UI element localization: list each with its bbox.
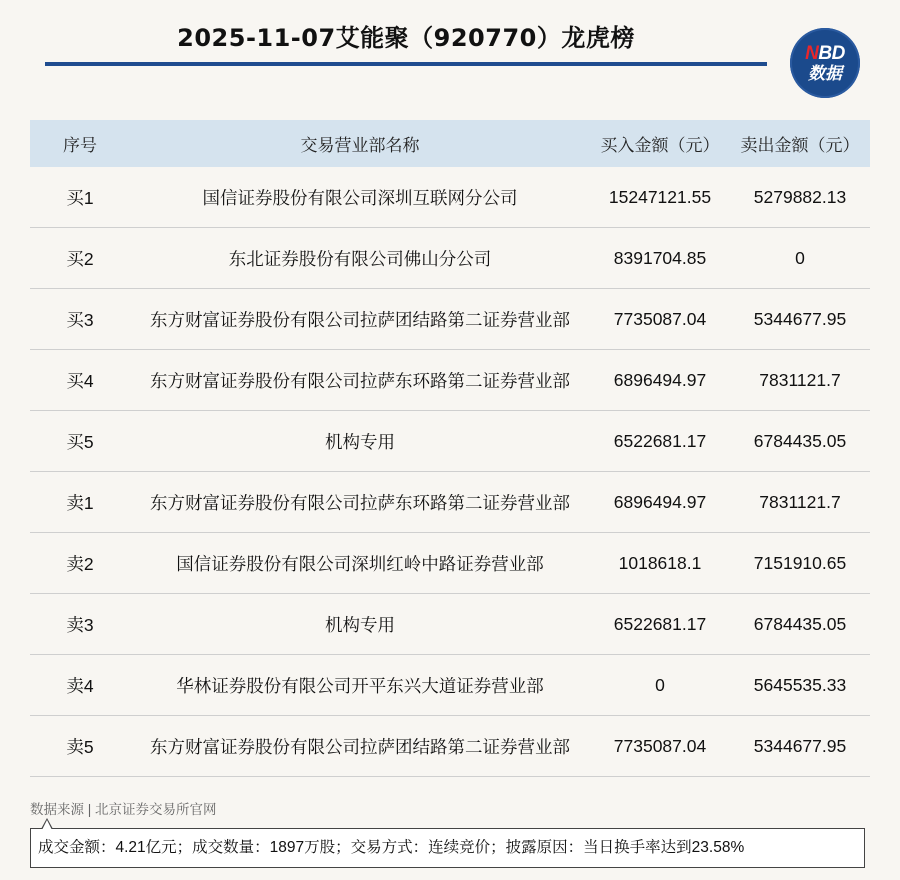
cell-branch: 东方财富证券股份有限公司拉萨东环路第二证券营业部	[130, 350, 590, 411]
table-row	[30, 289, 870, 350]
cell-buy: 7735087.04	[590, 289, 730, 350]
cell-branch: 机构专用	[130, 411, 590, 472]
cell-buy: 6896494.97	[590, 472, 730, 533]
cell-sell: 5279882.13	[730, 167, 870, 228]
cell-sell: 5344677.95	[730, 289, 870, 350]
cell-buy: 8391704.85	[590, 228, 730, 289]
cell-buy: 6522681.17	[590, 594, 730, 655]
table-row	[30, 594, 870, 655]
cell-rank: 卖4	[30, 655, 130, 716]
cell-branch: 国信证券股份有限公司深圳互联网分公司	[130, 167, 590, 228]
cell-sell: 6784435.05	[730, 594, 870, 655]
cell-branch: 东北证券股份有限公司佛山分公司	[130, 228, 590, 289]
cell-rank: 卖3	[30, 594, 130, 655]
header-sell-amount: 卖出金额（元）	[730, 120, 870, 167]
cell-branch: 华林证券股份有限公司开平东兴大道证券营业部	[130, 655, 590, 716]
cell-branch: 东方财富证券股份有限公司拉萨东环路第二证券营业部	[130, 472, 590, 533]
table-row	[30, 411, 870, 472]
cell-rank: 买4	[30, 350, 130, 411]
cell-sell: 7831121.7	[730, 350, 870, 411]
cell-buy: 6896494.97	[590, 350, 730, 411]
cell-sell: 7151910.65	[730, 533, 870, 594]
table-row	[30, 350, 870, 411]
nbd-logo	[790, 28, 860, 98]
cell-rank: 卖1	[30, 472, 130, 533]
cell-rank: 买2	[30, 228, 130, 289]
cell-buy: 0	[590, 655, 730, 716]
logo-line1: NBD	[805, 42, 845, 64]
cell-buy: 1018618.1	[590, 533, 730, 594]
cell-buy: 15247121.55	[590, 167, 730, 228]
data-source-note: 数据来源 | 北京证券交易所官网	[30, 802, 217, 817]
dragon-tiger-table	[30, 120, 870, 777]
table-row	[30, 167, 870, 228]
table-row	[30, 472, 870, 533]
title-underline	[45, 62, 767, 66]
cell-sell: 5344677.95	[730, 716, 870, 777]
callout-pointer-fill	[42, 820, 52, 830]
cell-rank: 卖2	[30, 533, 130, 594]
table-row	[30, 716, 870, 777]
cell-branch: 东方财富证券股份有限公司拉萨团结路第二证券营业部	[130, 716, 590, 777]
table-row	[30, 655, 870, 716]
header-rank: 序号	[30, 120, 130, 167]
cell-branch: 东方财富证券股份有限公司拉萨团结路第二证券营业部	[130, 289, 590, 350]
header-branch-name: 交易营业部名称	[130, 120, 590, 167]
cell-sell: 6784435.05	[730, 411, 870, 472]
cell-sell: 5645535.33	[730, 655, 870, 716]
cell-branch: 国信证券股份有限公司深圳红岭中路证券营业部	[130, 533, 590, 594]
cell-rank: 卖5	[30, 716, 130, 777]
cell-sell: 0	[730, 228, 870, 289]
table-header-row	[30, 120, 870, 167]
cell-branch: 机构专用	[130, 594, 590, 655]
header-buy-amount: 买入金额（元）	[590, 120, 730, 167]
table-row	[30, 533, 870, 594]
cell-sell: 7831121.7	[730, 472, 870, 533]
cell-buy: 7735087.04	[590, 716, 730, 777]
page-title: 2025-11-07艾能聚（920770）龙虎榜	[177, 24, 635, 52]
cell-rank: 买5	[30, 411, 130, 472]
logo-line2: 数据	[808, 63, 842, 84]
trade-summary-box: 成交金额：4.21亿元；成交数量：1897万股；交易方式：连续竞价；披露原因：当日换手率达到23.58%	[30, 828, 865, 868]
cell-rank: 买1	[30, 167, 130, 228]
cell-buy: 6522681.17	[590, 411, 730, 472]
table-row	[30, 228, 870, 289]
cell-rank: 买3	[30, 289, 130, 350]
